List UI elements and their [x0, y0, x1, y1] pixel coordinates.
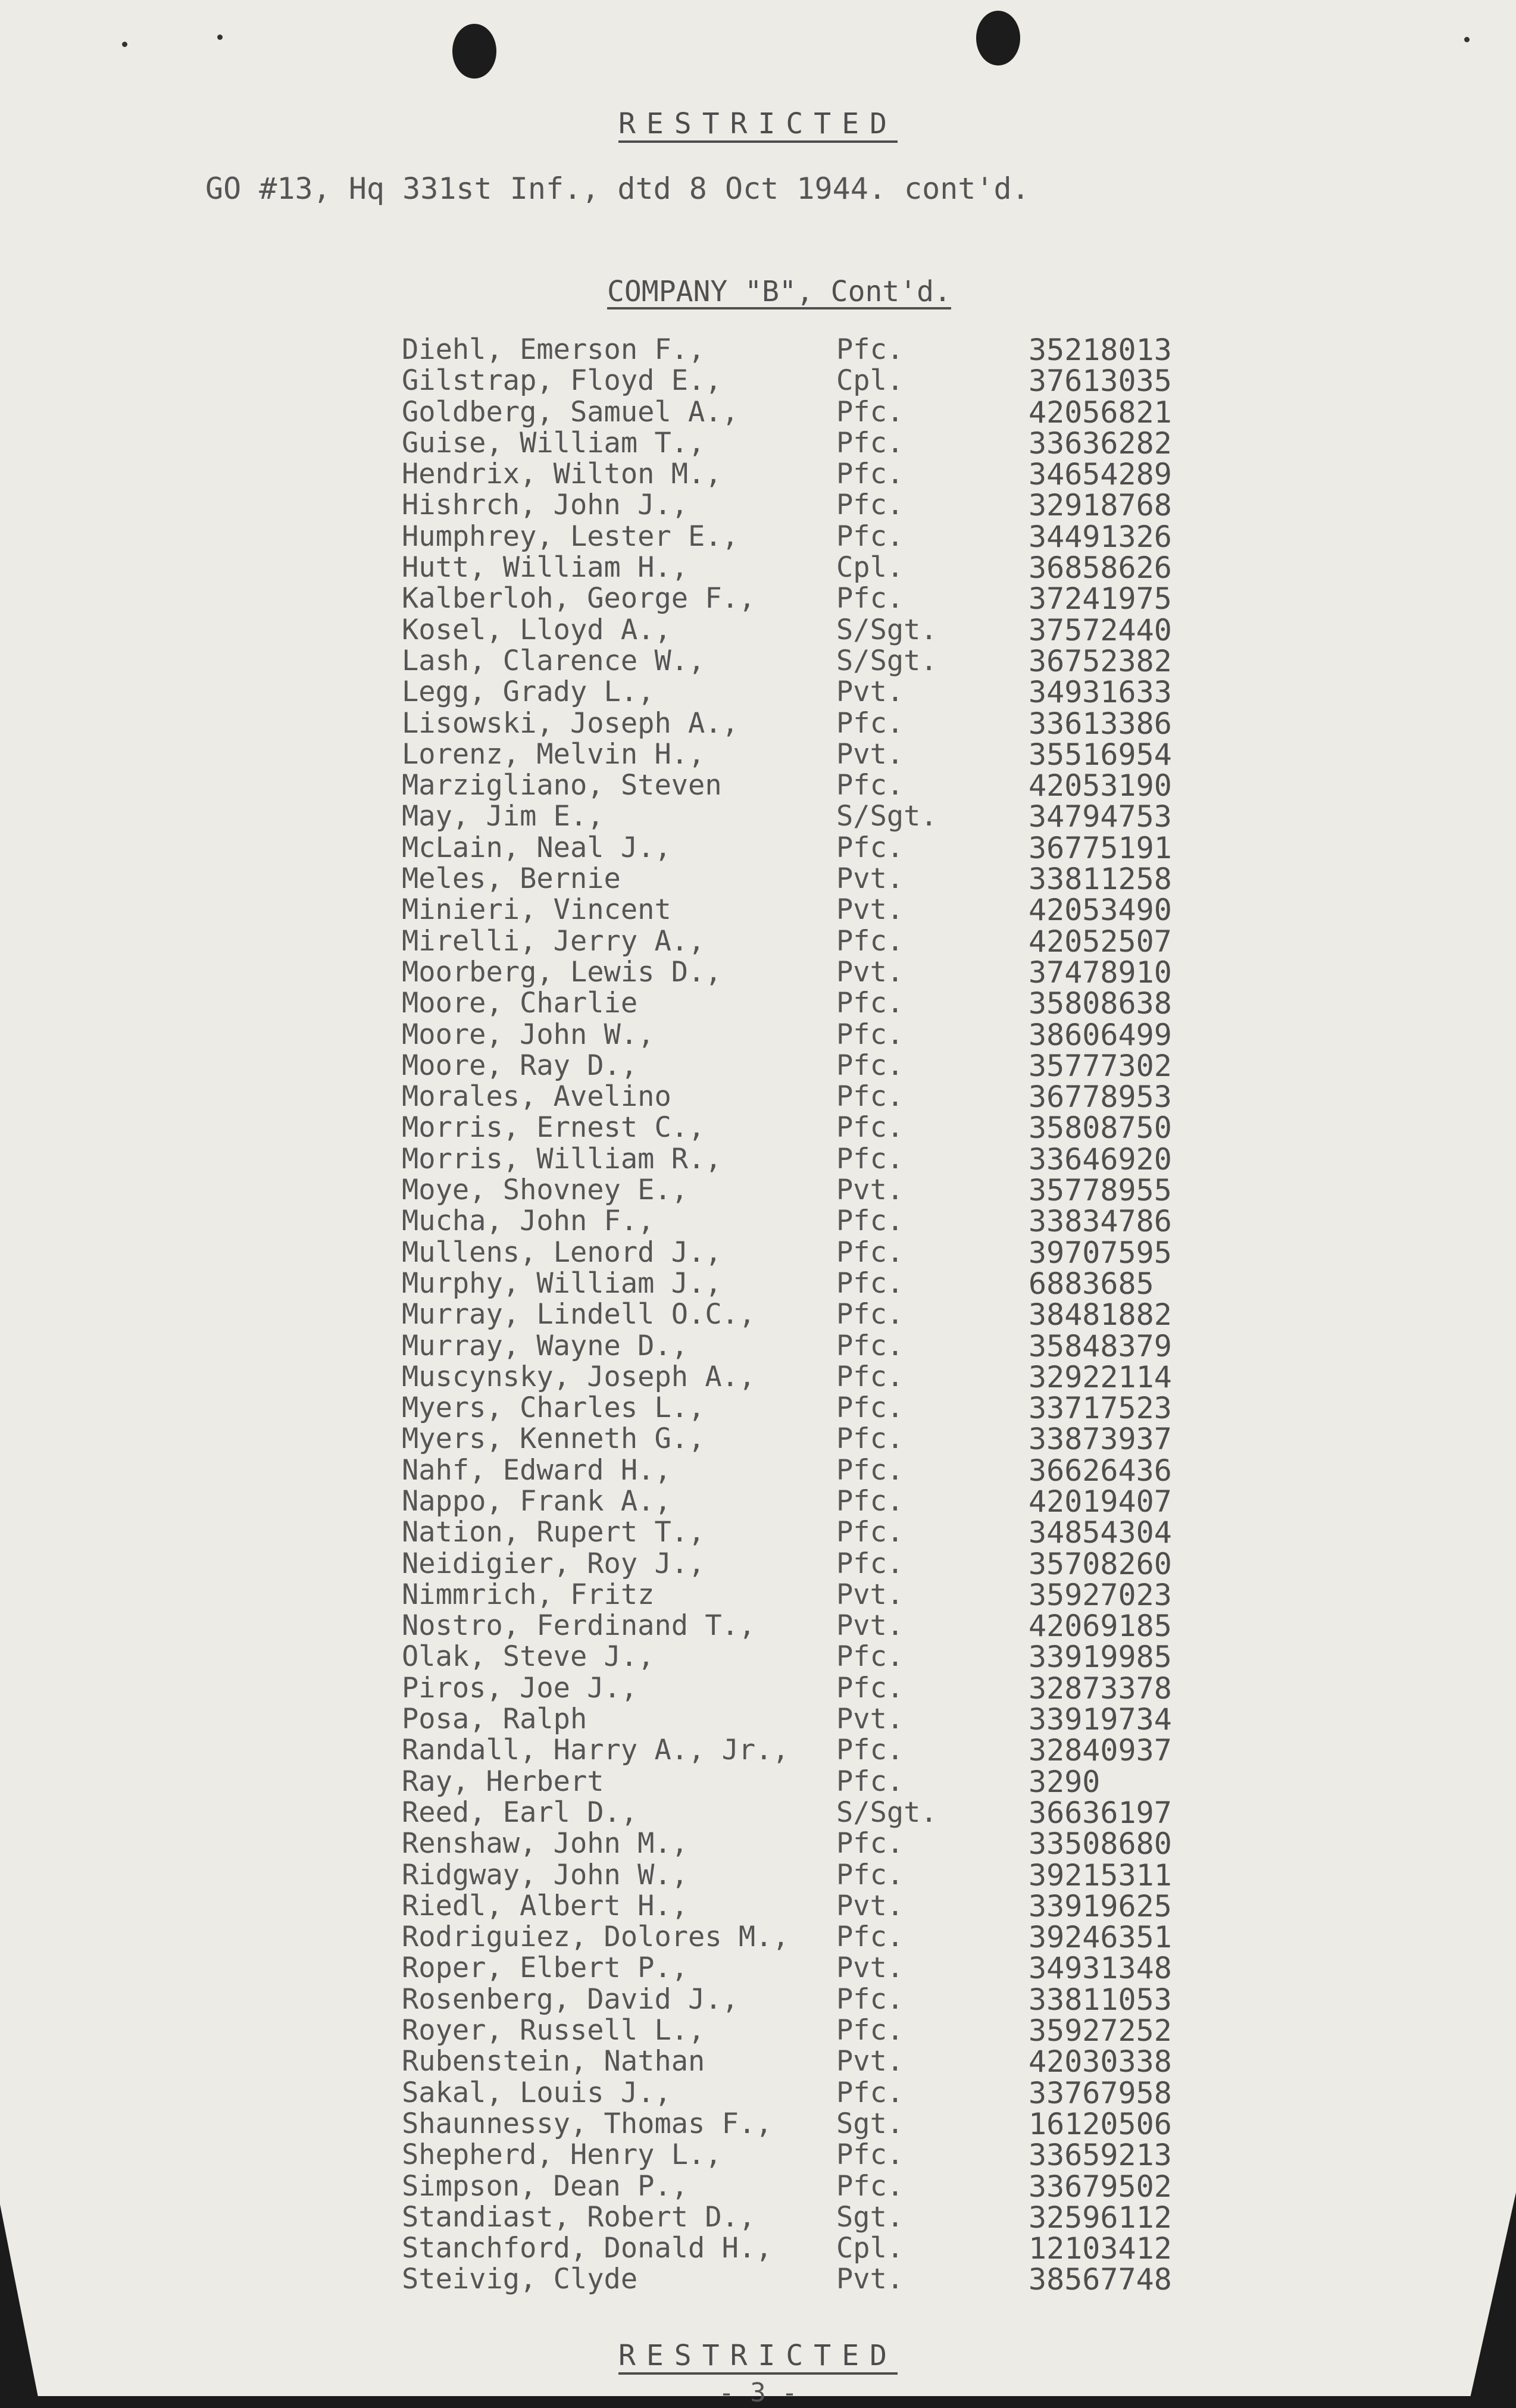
soldier-serial-number: 16120506 — [1029, 2106, 1172, 2141]
soldier-serial-number: 42030338 — [1029, 2044, 1172, 2079]
company-heading: COMPANY "B", Cont'd. — [607, 275, 951, 308]
roster-row — [0, 801, 1516, 832]
soldier-name: Rodriguiez, Dolores M., — [402, 1921, 789, 1954]
classification-header-text: RESTRICTED — [618, 107, 898, 140]
soldier-serial-number: 42056821 — [1029, 395, 1172, 430]
roster-row — [0, 1984, 1516, 2015]
soldier-name: Renshaw, John M., — [402, 1827, 689, 1860]
soldier-serial-number: 35927023 — [1029, 1577, 1172, 1612]
soldier-rank: Cpl. — [836, 2232, 904, 2265]
soldier-serial-number: 33508680 — [1029, 1827, 1172, 1862]
soldier-rank: Pfc. — [836, 2014, 904, 2047]
roster-row — [0, 1297, 1516, 1333]
roster-row — [0, 1888, 1516, 1924]
soldier-name: Neidigier, Roy J., — [402, 1547, 705, 1580]
soldier-serial-number: 34931348 — [1029, 1951, 1172, 1986]
roster-row — [0, 2202, 1516, 2233]
classification-header — [0, 107, 1516, 140]
soldier-serial-number: 35218013 — [1029, 333, 1172, 367]
soldier-rank: Pfc. — [836, 1142, 904, 1175]
soldier-serial-number: 39707595 — [1029, 1235, 1172, 1270]
soldier-rank: Pfc. — [836, 426, 904, 459]
soldier-name: Murray, Lindell O.C., — [402, 1298, 756, 1331]
soldier-name: Guise, William T., — [402, 426, 705, 459]
roster-row — [0, 1797, 1516, 1828]
soldier-serial-number: 32873378 — [1029, 1671, 1172, 1706]
roster-row — [0, 957, 1516, 988]
soldier-rank: Sgt. — [836, 2200, 904, 2234]
soldier-serial-number: 6883685 — [1029, 1266, 1154, 1301]
roster-row — [0, 1486, 1516, 1517]
soldier-name: May, Jim E., — [402, 800, 604, 833]
roster-row — [0, 2013, 1516, 2049]
soldier-rank: Pfc. — [836, 1765, 904, 1798]
soldier-name: Morales, Avelino — [402, 1080, 671, 1114]
soldier-serial-number: 35708260 — [1029, 1546, 1172, 1581]
soldier-rank: Pvt. — [836, 1174, 904, 1207]
classification-footer — [0, 2339, 1516, 2372]
soldier-rank: Pfc. — [836, 1734, 904, 1767]
roster-row — [0, 1640, 1516, 1675]
roster-row — [0, 1546, 1516, 1581]
punch-hole-right — [976, 11, 1020, 65]
soldier-rank: Pfc. — [836, 395, 904, 429]
roster-row — [0, 1017, 1516, 1052]
soldier-serial-number: 42069185 — [1029, 1609, 1172, 1644]
soldier-serial-number: 33834786 — [1029, 1204, 1172, 1239]
soldier-name: Reed, Earl D., — [402, 1796, 638, 1829]
soldier-serial-number: 12103412 — [1029, 2231, 1172, 2266]
soldier-name: Muscynsky, Joseph A., — [402, 1360, 756, 1393]
soldier-name: Rosenberg, David J., — [402, 1982, 739, 2016]
soldier-serial-number: 42019407 — [1029, 1484, 1172, 1519]
soldier-serial-number: 39246351 — [1029, 1920, 1172, 1955]
soldier-name: Minieri, Vincent — [402, 893, 671, 927]
soldier-rank: Pvt. — [836, 2045, 904, 2078]
roster-row — [0, 2106, 1516, 2141]
soldier-serial-number: 38567748 — [1029, 2262, 1172, 2297]
soldier-rank: Pfc. — [836, 1391, 904, 1425]
soldier-rank: Pvt. — [836, 1609, 904, 1643]
soldier-serial-number: 33873937 — [1029, 1422, 1172, 1457]
roster-row — [0, 490, 1516, 521]
soldier-name: Morris, William R., — [402, 1142, 722, 1175]
soldier-serial-number: 33717523 — [1029, 1391, 1172, 1426]
soldier-rank: Pfc. — [836, 987, 904, 1020]
soldier-rank: Pfc. — [836, 1236, 904, 1269]
soldier-serial-number: 33659213 — [1029, 2138, 1172, 2173]
soldier-name: Myers, Charles L., — [402, 1391, 705, 1425]
soldier-name: Humphrey, Lester E., — [402, 520, 739, 553]
soldier-name: Nostro, Ferdinand T., — [402, 1609, 756, 1643]
soldier-name: Moye, Shovney E., — [402, 1174, 689, 1207]
roster-row — [0, 1111, 1516, 1146]
soldier-serial-number: 35808750 — [1029, 1111, 1172, 1146]
soldier-rank: Pvt. — [836, 1703, 904, 1736]
soldier-rank: Pvt. — [836, 955, 904, 989]
soldier-serial-number: 35848379 — [1029, 1328, 1172, 1364]
soldier-name: Olak, Steve J., — [402, 1640, 655, 1674]
roster-row — [0, 1455, 1516, 1486]
soldier-name: Royer, Russell L., — [402, 2014, 705, 2047]
order-reference: GO #13, Hq 331st Inf., dtd 8 Oct 1944. cont'd. — [205, 171, 1030, 206]
soldier-rank: Pfc. — [836, 1266, 904, 1300]
roster-row — [0, 708, 1516, 739]
soldier-rank: Pfc. — [836, 1516, 904, 1549]
soldier-serial-number: 33919734 — [1029, 1702, 1172, 1737]
soldier-name: Moore, Ray D., — [402, 1049, 638, 1082]
soldier-rank: Pfc. — [836, 1111, 904, 1144]
soldier-rank: Pvt. — [836, 1952, 904, 1985]
soldier-rank: Pfc. — [836, 769, 904, 802]
roster-row — [0, 1953, 1516, 1984]
soldier-serial-number: 42053190 — [1029, 768, 1172, 803]
soldier-serial-number: 33919985 — [1029, 1640, 1172, 1675]
soldier-rank: Pfc. — [836, 1921, 904, 1954]
soldier-rank: Pvt. — [836, 893, 904, 927]
soldier-name: Murray, Wayne D., — [402, 1329, 689, 1362]
soldier-name: Sakal, Louis J., — [402, 2076, 671, 2109]
roster-row — [0, 364, 1516, 399]
soldier-name: Riedl, Albert H., — [402, 1889, 689, 1922]
soldier-name: Roper, Elbert P., — [402, 1952, 689, 1985]
soldier-serial-number: 33919625 — [1029, 1888, 1172, 1924]
soldier-name: Rubenstein, Nathan — [402, 2045, 705, 2078]
soldier-rank: Pvt. — [836, 862, 904, 896]
roster-row — [0, 1328, 1516, 1364]
soldier-rank: Pfc. — [836, 1018, 904, 1051]
soldier-rank: Pvt. — [836, 1889, 904, 1922]
soldier-name: Morris, Ernest C., — [402, 1111, 705, 1144]
soldier-name: Kalberloh, George F., — [402, 582, 756, 615]
soldier-rank: Sgt. — [836, 2107, 904, 2140]
soldier-name: Meles, Bernie — [402, 862, 621, 896]
soldier-name: Moore, Charlie — [402, 987, 638, 1020]
soldier-name: Mullens, Lenord J., — [402, 1236, 722, 1269]
soldier-rank: Pfc. — [836, 831, 904, 864]
soldier-serial-number: 36858626 — [1029, 551, 1172, 586]
soldier-name: Moore, John W., — [402, 1018, 655, 1051]
soldier-rank: Pfc. — [836, 333, 904, 366]
soldier-name: Hendrix, Wilton M., — [402, 458, 722, 491]
soldier-serial-number: 35778955 — [1029, 1173, 1172, 1208]
soldier-name: Shepherd, Henry L., — [402, 2138, 722, 2172]
soldier-serial-number: 32840937 — [1029, 1733, 1172, 1768]
roster-row — [0, 581, 1516, 617]
soldier-serial-number: 32918768 — [1029, 488, 1172, 523]
roster-row — [0, 1857, 1516, 1893]
roster-row — [0, 1827, 1516, 1862]
soldier-serial-number: 37478910 — [1029, 955, 1172, 990]
soldier-serial-number: 37613035 — [1029, 364, 1172, 399]
soldier-serial-number: 35808638 — [1029, 986, 1172, 1021]
soldier-name: Goldberg, Samuel A., — [402, 395, 739, 429]
soldier-serial-number: 42053490 — [1029, 893, 1172, 928]
soldier-rank: Pfc. — [836, 924, 904, 958]
soldier-name: Stanchford, Donald H., — [402, 2232, 773, 2265]
soldier-serial-number: 36775191 — [1029, 830, 1172, 865]
roster-row — [0, 1393, 1516, 1424]
soldier-name: Lisowski, Joseph A., — [402, 706, 739, 740]
soldier-name: Randall, Harry A., Jr., — [402, 1734, 789, 1767]
soldier-rank: Pfc. — [836, 582, 904, 615]
soldier-rank: Pfc. — [836, 1080, 904, 1114]
soldier-name: Ray, Herbert — [402, 1765, 604, 1798]
soldier-rank: Pfc. — [836, 1671, 904, 1705]
soldier-name: Myers, Kenneth G., — [402, 1422, 705, 1456]
soldier-serial-number: 38481882 — [1029, 1297, 1172, 1333]
soldier-name: Piros, Joe J., — [402, 1671, 638, 1705]
roster-row — [0, 1424, 1516, 1455]
roster-row — [0, 1517, 1516, 1548]
soldier-serial-number: 33679502 — [1029, 2169, 1172, 2204]
soldier-serial-number: 33646920 — [1029, 1142, 1172, 1177]
roster-row — [0, 397, 1516, 428]
roster-row — [0, 612, 1516, 648]
roster-row — [0, 770, 1516, 801]
roster-row — [0, 1609, 1516, 1644]
roster-row — [0, 1922, 1516, 1953]
soldier-rank: Pfc. — [836, 1827, 904, 1860]
soldier-rank: S/Sgt. — [836, 1796, 937, 1829]
roster-row — [0, 2264, 1516, 2295]
roster-row — [0, 643, 1516, 678]
soldier-name: Nahf, Edward H., — [402, 1453, 671, 1487]
soldier-rank: Pfc. — [836, 458, 904, 491]
roster-row — [0, 1237, 1516, 1268]
roster-row — [0, 1766, 1516, 1797]
soldier-name: Mirelli, Jerry A., — [402, 924, 705, 958]
roster-row — [0, 459, 1516, 490]
soldier-serial-number: 3290 — [1029, 1764, 1101, 1799]
roster-row — [0, 1359, 1516, 1394]
soldier-serial-number: 34794753 — [1029, 799, 1172, 834]
soldier-rank: Pfc. — [836, 1982, 904, 2016]
soldier-rank: Pvt. — [836, 676, 904, 709]
page-number: - 3 - — [718, 2378, 798, 2408]
soldier-rank: Pfc. — [836, 1360, 904, 1393]
soldier-name: Murphy, William J., — [402, 1266, 722, 1300]
soldier-name: Lash, Clarence W., — [402, 644, 705, 677]
soldier-name: Marzigliano, Steven — [402, 769, 722, 802]
roster-row — [0, 1704, 1516, 1735]
soldier-rank: Pvt. — [836, 2263, 904, 2296]
soldier-name: Kosel, Lloyd A., — [402, 613, 671, 646]
soldier-serial-number: 39215311 — [1029, 1857, 1172, 1893]
soldier-serial-number: 36626436 — [1029, 1453, 1172, 1488]
soldier-rank: Pfc. — [836, 1049, 904, 1082]
roster-row — [0, 521, 1516, 552]
soldier-rank: Pfc. — [836, 1329, 904, 1362]
roster-row — [0, 1673, 1516, 1704]
soldier-name: Hishrch, John J., — [402, 489, 689, 522]
soldier-rank: S/Sgt. — [836, 800, 937, 833]
roster-row — [0, 1577, 1516, 1612]
soldier-rank: Pfc. — [836, 2138, 904, 2172]
soldier-name: Moorberg, Lewis D., — [402, 955, 722, 989]
soldier-serial-number: 36752382 — [1029, 643, 1172, 678]
soldier-serial-number: 32596112 — [1029, 2200, 1172, 2235]
roster-row — [0, 926, 1516, 957]
soldier-name: McLain, Neal J., — [402, 831, 671, 864]
soldier-serial-number: 34491326 — [1029, 519, 1172, 554]
roster-row — [0, 1050, 1516, 1081]
soldier-name: Ridgway, John W., — [402, 1858, 689, 1891]
soldier-name: Nation, Rupert T., — [402, 1516, 705, 1549]
soldier-name: Standiast, Robert D., — [402, 2200, 756, 2234]
ink-speck — [1464, 37, 1470, 42]
soldier-rank: Pfc. — [836, 489, 904, 522]
ink-speck — [217, 35, 223, 40]
soldier-serial-number: 42052507 — [1029, 924, 1172, 959]
soldier-rank: Pfc. — [836, 1640, 904, 1674]
soldier-serial-number: 32922114 — [1029, 1359, 1172, 1394]
soldier-name: Gilstrap, Floyd E., — [402, 364, 722, 398]
roster-row — [0, 551, 1516, 586]
soldier-name: Nimmrich, Fritz — [402, 1578, 655, 1611]
soldier-serial-number: 35516954 — [1029, 737, 1172, 772]
punch-hole-left — [452, 24, 496, 79]
soldier-rank: Pfc. — [836, 1298, 904, 1331]
soldier-serial-number: 33767958 — [1029, 2075, 1172, 2110]
soldier-serial-number: 36636197 — [1029, 1795, 1172, 1830]
soldier-serial-number: 38606499 — [1029, 1017, 1172, 1052]
soldier-serial-number: 35777302 — [1029, 1048, 1172, 1083]
soldier-rank: Pfc. — [836, 520, 904, 553]
soldier-serial-number: 34931633 — [1029, 675, 1172, 710]
roster-row — [0, 428, 1516, 459]
roster-row — [0, 864, 1516, 895]
soldier-serial-number: 37241975 — [1029, 581, 1172, 617]
roster-row — [0, 830, 1516, 865]
roster-row — [0, 1735, 1516, 1766]
soldier-rank: Pfc. — [836, 2076, 904, 2109]
roster-row — [0, 2046, 1516, 2077]
roster-row — [0, 988, 1516, 1019]
soldier-rank: Pfc. — [836, 1484, 904, 1518]
soldier-name: Mucha, John F., — [402, 1205, 655, 1238]
soldier-serial-number: 34654289 — [1029, 457, 1172, 492]
soldier-name: Simpson, Dean P., — [402, 2169, 689, 2203]
soldier-serial-number: 34854304 — [1029, 1515, 1172, 1550]
soldier-name: Legg, Grady L., — [402, 676, 655, 709]
roster-row — [0, 1144, 1516, 1175]
soldier-serial-number: 33636282 — [1029, 426, 1172, 461]
soldier-rank: Pfc. — [836, 1453, 904, 1487]
soldier-rank: Cpl. — [836, 364, 904, 398]
soldier-name: Shaunnessy, Thomas F., — [402, 2107, 773, 2140]
soldier-rank: Pfc. — [836, 1205, 904, 1238]
soldier-name: Diehl, Emerson F., — [402, 333, 705, 366]
soldier-rank: Pfc. — [836, 1858, 904, 1891]
roster-row — [0, 334, 1516, 365]
roster-row — [0, 2233, 1516, 2264]
soldier-name: Hutt, William H., — [402, 551, 689, 584]
soldier-serial-number: 33613386 — [1029, 706, 1172, 741]
soldier-rank: Pfc. — [836, 2169, 904, 2203]
roster-row — [0, 1268, 1516, 1299]
roster-row — [0, 2171, 1516, 2202]
ink-speck — [122, 42, 127, 47]
soldier-rank: S/Sgt. — [836, 613, 937, 646]
roster-list — [0, 334, 1516, 2296]
soldier-name: Lorenz, Melvin H., — [402, 737, 705, 771]
soldier-rank: S/Sgt. — [836, 644, 937, 677]
soldier-serial-number: 33811053 — [1029, 1982, 1172, 2017]
roster-row — [0, 1175, 1516, 1206]
soldier-serial-number: 37572440 — [1029, 612, 1172, 648]
soldier-name: Posa, Ralph — [402, 1703, 587, 1736]
roster-row — [0, 893, 1516, 928]
soldier-serial-number: 36778953 — [1029, 1080, 1172, 1115]
soldier-rank: Pfc. — [836, 706, 904, 740]
roster-row — [0, 677, 1516, 708]
roster-row — [0, 2140, 1516, 2171]
soldier-rank: Pvt. — [836, 1578, 904, 1611]
roster-row — [0, 2075, 1516, 2110]
roster-row — [0, 739, 1516, 770]
roster-row — [0, 1206, 1516, 1237]
soldier-serial-number: 35927252 — [1029, 2013, 1172, 2049]
classification-footer-text: RESTRICTED — [618, 2339, 898, 2372]
soldier-rank: Pfc. — [836, 1547, 904, 1580]
soldier-serial-number: 33811258 — [1029, 862, 1172, 897]
soldier-rank: Pvt. — [836, 737, 904, 771]
soldier-rank: Pfc. — [836, 1422, 904, 1456]
soldier-name: Steivig, Clyde — [402, 2263, 638, 2296]
roster-row — [0, 1080, 1516, 1115]
soldier-name: Nappo, Frank A., — [402, 1484, 671, 1518]
soldier-rank: Cpl. — [836, 551, 904, 584]
